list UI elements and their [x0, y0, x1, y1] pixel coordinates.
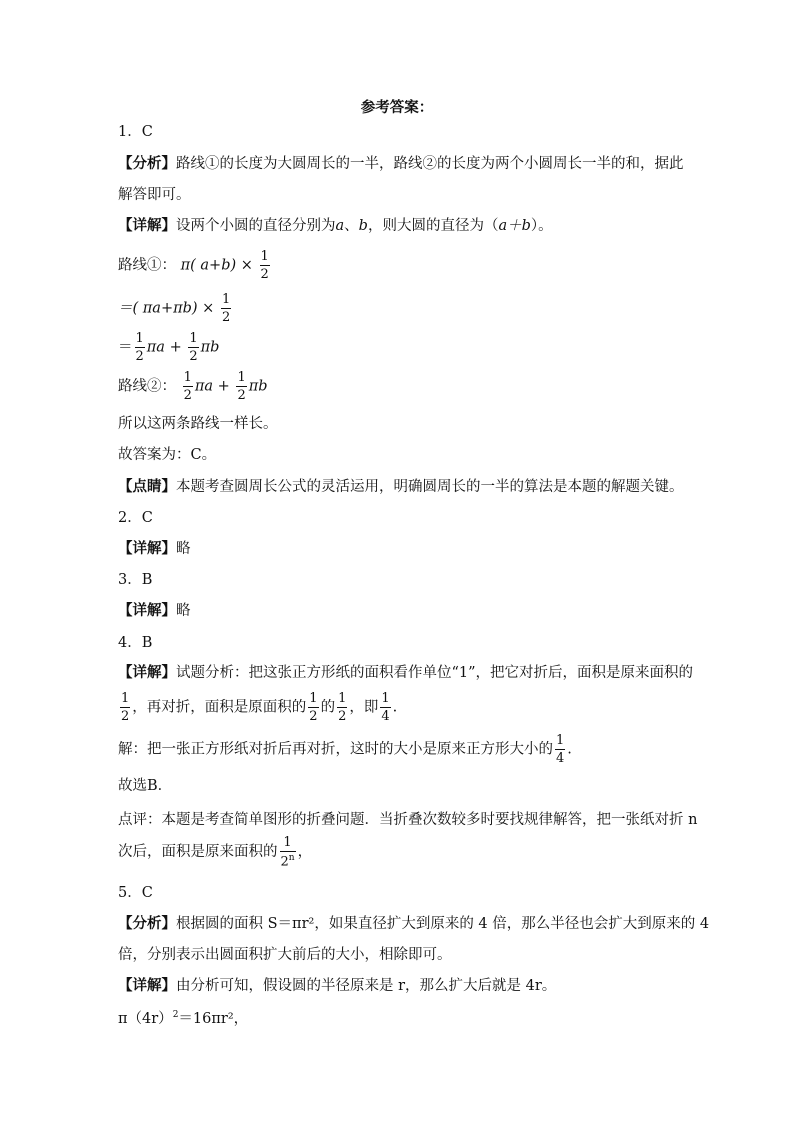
page-title: 参考答案：: [360, 99, 434, 116]
var-a: a: [335, 218, 345, 234]
term-pi-b: πb: [200, 339, 220, 356]
q3-detail: 【详解】略: [118, 602, 191, 619]
fraction-half: $\frac{1}{2}$: [309, 691, 318, 724]
var-b: b: [358, 218, 368, 234]
fraction-one-over-two-pow-n: $\frac{1}{2^n}$: [280, 835, 295, 870]
q5-formula: $\pi(4r)^2=16\pi r^2$，: [118, 1010, 249, 1027]
detail-tag: 【详解】: [118, 217, 176, 234]
analysis-tag: 【分析】: [118, 155, 176, 172]
fraction-half: $\frac{1}{2}$: [338, 691, 347, 724]
detail-tag: 【详解】: [118, 602, 176, 619]
fraction-quarter: $\frac{1}{4}$: [556, 733, 565, 766]
route1-expression: π( a+b) ×: [180, 257, 253, 274]
term-pi-b: πb: [248, 378, 268, 395]
fraction-half: $\frac{1}{2}$: [135, 331, 144, 364]
fraction-half: $\frac{1}{2}$: [183, 370, 192, 403]
q1-step2: [118, 293, 233, 324]
q4-remark-line1: 点评：本题是考查简单图形的折叠问题．当折叠次数较多时要找规律解答，把一张纸对折 n: [118, 812, 698, 828]
term-pi-a: πa +: [146, 339, 182, 356]
fraction-half: $\frac{1}{2}$: [121, 691, 130, 724]
q1-step3: ＝ $\frac{1}{2}$ πa + $\frac{1}{2}$ πb: [118, 331, 220, 364]
q1-detail-line: 【详解】设两个小圆的直径分别为a、b，则大圆的直径为（a＋b）。: [118, 217, 553, 234]
comment-text: 本题考查圆周长公式的灵活运用，明确圆周长的一半的算法是本题的解题关键。: [176, 479, 684, 495]
q1-number: 1．C: [118, 124, 153, 140]
q4-solution: 解：把一张正方形纸对折后再对折，这时的大小是原来正方形大小的 $\frac{1}{4}$ .: [118, 733, 572, 766]
q4-detail-line2: $\frac{1}{2}$ ，再对折，面积是原面积的 $\frac{1}{2}$ 的 $\frac{1}{2}$ ，即 $\frac{1}{4}$ .: [121, 691, 398, 724]
route2-label: 路线②：: [118, 378, 176, 395]
sum-ab: a＋b: [498, 218, 531, 234]
q1-route1: [118, 250, 272, 281]
fraction-half: $\frac{1}{2}$: [189, 331, 198, 364]
q3-number: 3．B: [118, 572, 153, 588]
q4-detail-line1: 【详解】试题分析：把这张正方形纸的面积看作单位“1”，把它对折后，面积是原来面积的: [118, 664, 694, 681]
q1-analysis-line2: 解答即可。: [118, 187, 191, 203]
detail-tag: 【详解】: [118, 977, 176, 994]
q2-detail: 【详解】略: [118, 540, 191, 557]
q1-conclusion: 所以这两条路线一样长。: [118, 416, 278, 432]
q5-detail: 【详解】由分析可知，假设圆的半径原来是 r，那么扩大后就是 4r。: [118, 977, 557, 994]
analysis-text: 路线①的长度为大圆周长的一半，路线②的长度为两个小圆周长一半的和，据此: [176, 156, 684, 172]
fraction-half: $\frac{1}{2}$: [237, 370, 246, 403]
q1-answer: 故答案为：C。: [118, 447, 217, 463]
fraction-half: $\frac{1}{2}$: [221, 292, 231, 325]
q4-choice: 故选B．: [118, 778, 173, 794]
route1-label: 路线①：: [118, 257, 176, 274]
q5-number: 5．C: [118, 885, 153, 901]
q5-analysis-line2: 倍，分别表示出圆面积扩大前后的大小，相除即可。: [118, 947, 452, 963]
q1-analysis-line1: [118, 157, 684, 172]
fraction-quarter: $\frac{1}{4}$: [381, 691, 390, 724]
comment-tag: 【点睛】: [118, 478, 176, 495]
term-pi-a: πa +: [194, 378, 230, 395]
analysis-tag: 【分析】: [118, 915, 176, 932]
detail-tag: 【详解】: [118, 664, 176, 681]
q5-analysis-line1: 【分析】根据圆的面积 S＝πr²，如果直径扩大到原来的 4 倍，那么半径也会扩大到原来的 4: [118, 915, 710, 932]
q1-route2: [118, 371, 268, 402]
q2-number: 2．C: [118, 510, 153, 526]
q4-remark-line2: 次后，面积是原来面积的 $\frac{1}{2^n}$ ，: [118, 835, 313, 870]
step2-expression: ＝( πa+πb) ×: [118, 300, 215, 317]
q4-number: 4．B: [118, 635, 153, 651]
detail-tag: 【详解】: [118, 540, 176, 557]
q1-comment: [118, 480, 684, 495]
fraction-half: $\frac{1}{2}$: [260, 249, 269, 282]
